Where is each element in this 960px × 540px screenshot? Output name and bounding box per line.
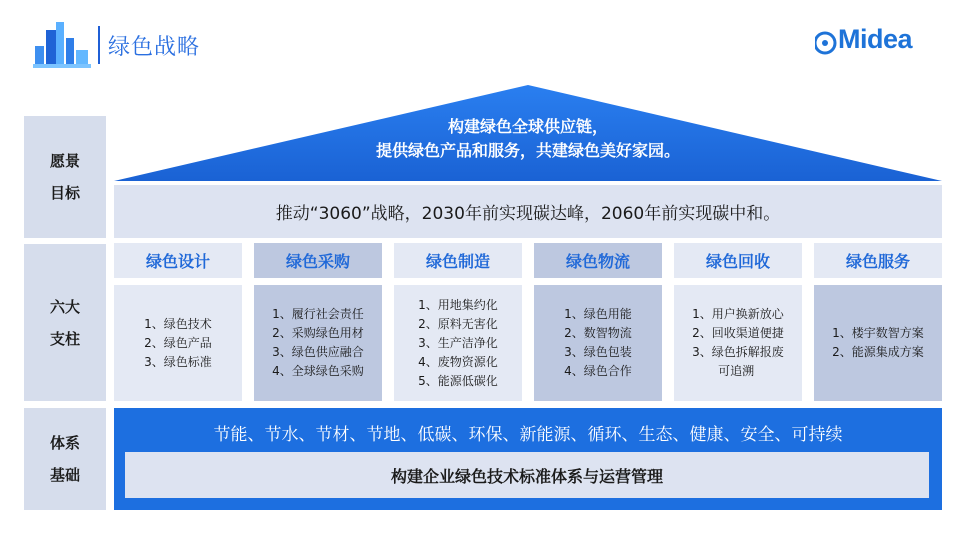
list-item: 4、废物资源化 bbox=[418, 354, 498, 369]
list-item: 3、生产洁净化 bbox=[418, 335, 498, 350]
pillar-body-logistics bbox=[534, 285, 662, 401]
pillar-body-manufacturing bbox=[394, 285, 522, 401]
list-item: 4、绿色合作 bbox=[564, 364, 632, 378]
pillar-title-service: 绿色服务 bbox=[814, 243, 942, 278]
pillar-body-recycling bbox=[674, 285, 802, 401]
list-item: 2、采购绿色用材 bbox=[272, 326, 364, 340]
list-item: 1、绿色用能 bbox=[564, 307, 632, 321]
vision-statement bbox=[114, 115, 942, 163]
list-item: 5、能源低碳化 bbox=[418, 373, 498, 388]
pillar-body-design bbox=[114, 285, 242, 401]
brand-name: Midea bbox=[838, 24, 913, 54]
foundation-management: 构建企业绿色技术标准体系与运营管理 bbox=[125, 452, 929, 498]
list-item: 3、绿色标准 bbox=[144, 354, 212, 369]
vision-line-1: 构建绿色全球供应链， bbox=[447, 117, 608, 136]
list-item: 1、履行社会责任 bbox=[272, 307, 364, 321]
page-title: 绿色战略 bbox=[108, 35, 201, 60]
pillar-title-recycling: 绿色回收 bbox=[674, 243, 802, 278]
vision-line-2: 提供绿色产品和服务，共建绿色美好家园。 bbox=[375, 141, 680, 160]
mission-statement: 推动“3060”战略，2030年前实现碳达峰，2060年前实现碳中和。 bbox=[114, 185, 942, 238]
list-item: 2、数智物流 bbox=[564, 326, 632, 340]
row-label-foundation-line1: 体系 bbox=[49, 434, 80, 452]
list-item: 3、绿色包装 bbox=[564, 345, 632, 359]
row-label-foundation bbox=[24, 408, 106, 510]
pillar-title-design: 绿色设计 bbox=[114, 243, 242, 278]
pillar-title-logistics: 绿色物流 bbox=[534, 243, 662, 278]
list-item: 1、绿色技术 bbox=[144, 316, 212, 331]
foundation-principles: 节能、节水、节材、节地、低碳、环保、新能源、循环、生态、健康、安全、可持续 bbox=[213, 425, 843, 445]
list-item: 可追溯 bbox=[718, 364, 755, 378]
list-item: 2、能源集成方案 bbox=[832, 345, 924, 359]
row-label-pillars-line1: 六大 bbox=[49, 297, 80, 316]
list-item: 1、用户换新放心 bbox=[692, 307, 784, 321]
list-item: 4、全球绿色采购 bbox=[272, 364, 364, 378]
pillar-title-manufacturing: 绿色制造 bbox=[394, 243, 522, 278]
list-item: 2、绿色产品 bbox=[144, 335, 212, 350]
list-item: 2、原料无害化 bbox=[418, 316, 498, 331]
row-label-pillars-line2: 支柱 bbox=[49, 329, 80, 348]
row-label-vision-line1: 愿景 bbox=[49, 152, 80, 170]
pillar-title-procurement: 绿色采购 bbox=[254, 243, 382, 278]
pillar-body-procurement bbox=[254, 285, 382, 401]
list-item: 2、回收渠道便捷 bbox=[692, 326, 784, 340]
list-item: 3、绿色拆解报废 bbox=[692, 345, 784, 359]
list-item: 3、绿色供应融合 bbox=[272, 345, 364, 359]
row-label-pillars bbox=[24, 244, 106, 401]
list-item: 1、用地集约化 bbox=[418, 297, 498, 312]
row-label-vision-line2: 目标 bbox=[49, 184, 80, 202]
row-label-vision bbox=[24, 116, 106, 238]
pillar-body-service bbox=[814, 285, 942, 401]
row-label-foundation-line2: 基础 bbox=[49, 466, 80, 484]
list-item: 1、楼宇数智方案 bbox=[832, 326, 924, 340]
title-divider bbox=[98, 26, 100, 64]
building-blocks-icon bbox=[33, 20, 91, 68]
